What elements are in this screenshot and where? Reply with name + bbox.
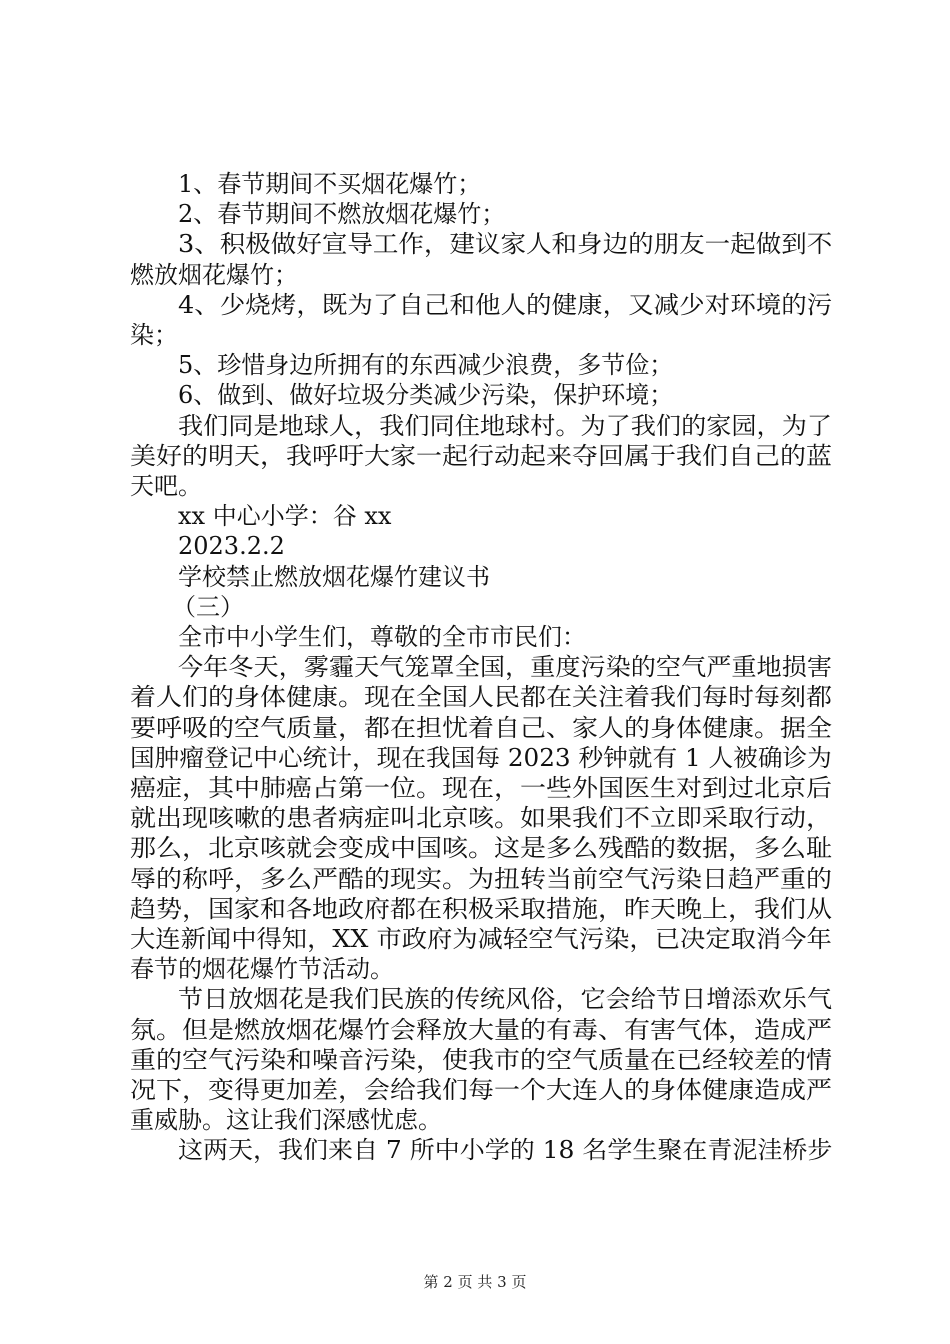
paragraph-line: 春节的烟花爆竹节活动。 — [130, 955, 394, 984]
paragraph-line: 癌症，其中肺癌占第一位。现在，一些外国医生对到过北京后 — [130, 774, 832, 802]
paragraph-line: 重的空气污染和噪音污染，使我市的空气质量在已经较差的情 — [130, 1045, 832, 1074]
paragraph-line: 我们同是地球人，我们同住地球村。为了我们的家园，为了 — [178, 411, 833, 440]
page-footer: 第 2 页 共 3 页 — [423, 1273, 527, 1291]
list-item-4: 4、少烧烤，既为了自己和他人的健康，又减少对环境的污 — [178, 290, 833, 319]
list-item-3-cont: 燃放烟花爆竹； — [130, 260, 298, 289]
paragraph-line: 天吧。 — [130, 472, 202, 500]
paragraph-line: 要呼吸的空气质量，都在担忧着自己、家人的身体健康。据全 — [130, 713, 832, 742]
salutation: 全市中小学生们，尊敬的全市市民们： — [178, 623, 586, 651]
paragraph-line: 重威胁。这让我们深感忧虑。 — [130, 1106, 442, 1135]
list-item-1: 1、春节期间不买烟花爆竹； — [178, 170, 482, 198]
list-item-4-cont: 染； — [130, 321, 178, 349]
paragraph-line: 大连新闻中得知，XX 市政府为减轻空气污染，已决定取消今年 — [130, 925, 832, 953]
paragraph-line: 国肿瘤登记中心统计，现在我国每 2023 秒钟就有 1 人被确诊为 — [130, 743, 832, 772]
date-line: 2023.2.2 — [178, 532, 285, 561]
paragraph-line: 这两天，我们来自 7 所中小学的 18 名学生聚在青泥洼桥步 — [178, 1136, 833, 1165]
section-title: 学校禁止燃放烟花爆竹建议书 — [178, 562, 490, 591]
paragraph-line: 节日放烟花是我们民族的传统风俗，它会给节日增添欢乐气 — [178, 985, 833, 1014]
paragraph-line: 美好的明天，我呼吁大家一起行动起来夺回属于我们自己的蓝 — [130, 441, 832, 470]
signature-line: xx 中心小学：谷 xx — [178, 502, 392, 531]
paragraph-line: 趋势，国家和各地政府都在积极采取措施，昨天晚上，我们从 — [130, 894, 832, 923]
list-item-2: 2、春节期间不燃放烟花爆竹； — [178, 200, 506, 229]
paragraph-line: 辱的称呼，多么严酷的现实。为扭转当前空气污染日趋严重的 — [130, 864, 832, 893]
section-number: （三） — [172, 592, 244, 621]
paragraph-line: 况下，变得更加差，会给我们每一个大连人的身体健康造成严 — [130, 1076, 832, 1104]
paragraph-line: 今年冬天，雾霾天气笼罩全国，重度污染的空气严重地损害 — [178, 653, 833, 682]
paragraph-line: 那么，北京咳就会变成中国咳。这是多么残酷的数据，多么耻 — [130, 834, 832, 863]
paragraph-line: 氛。但是燃放烟花爆竹会释放大量的有毒、有害气体，造成严 — [130, 1015, 832, 1044]
paragraph-line: 着人们的身体健康。现在全国人民都在关注着我们每时每刻都 — [130, 683, 832, 712]
list-item-5: 5、珍惜身边所拥有的东西减少浪费，多节俭； — [178, 351, 674, 380]
list-item-6: 6、做到、做好垃圾分类减少污染，保护环境； — [178, 381, 674, 410]
list-item-3: 3、积极做好宣导工作，建议家人和身边的朋友一起做到不 — [178, 230, 833, 259]
paragraph-line: 就出现咳嗽的患者病症叫北京咳。如果我们不立即采取行动， — [130, 804, 832, 833]
